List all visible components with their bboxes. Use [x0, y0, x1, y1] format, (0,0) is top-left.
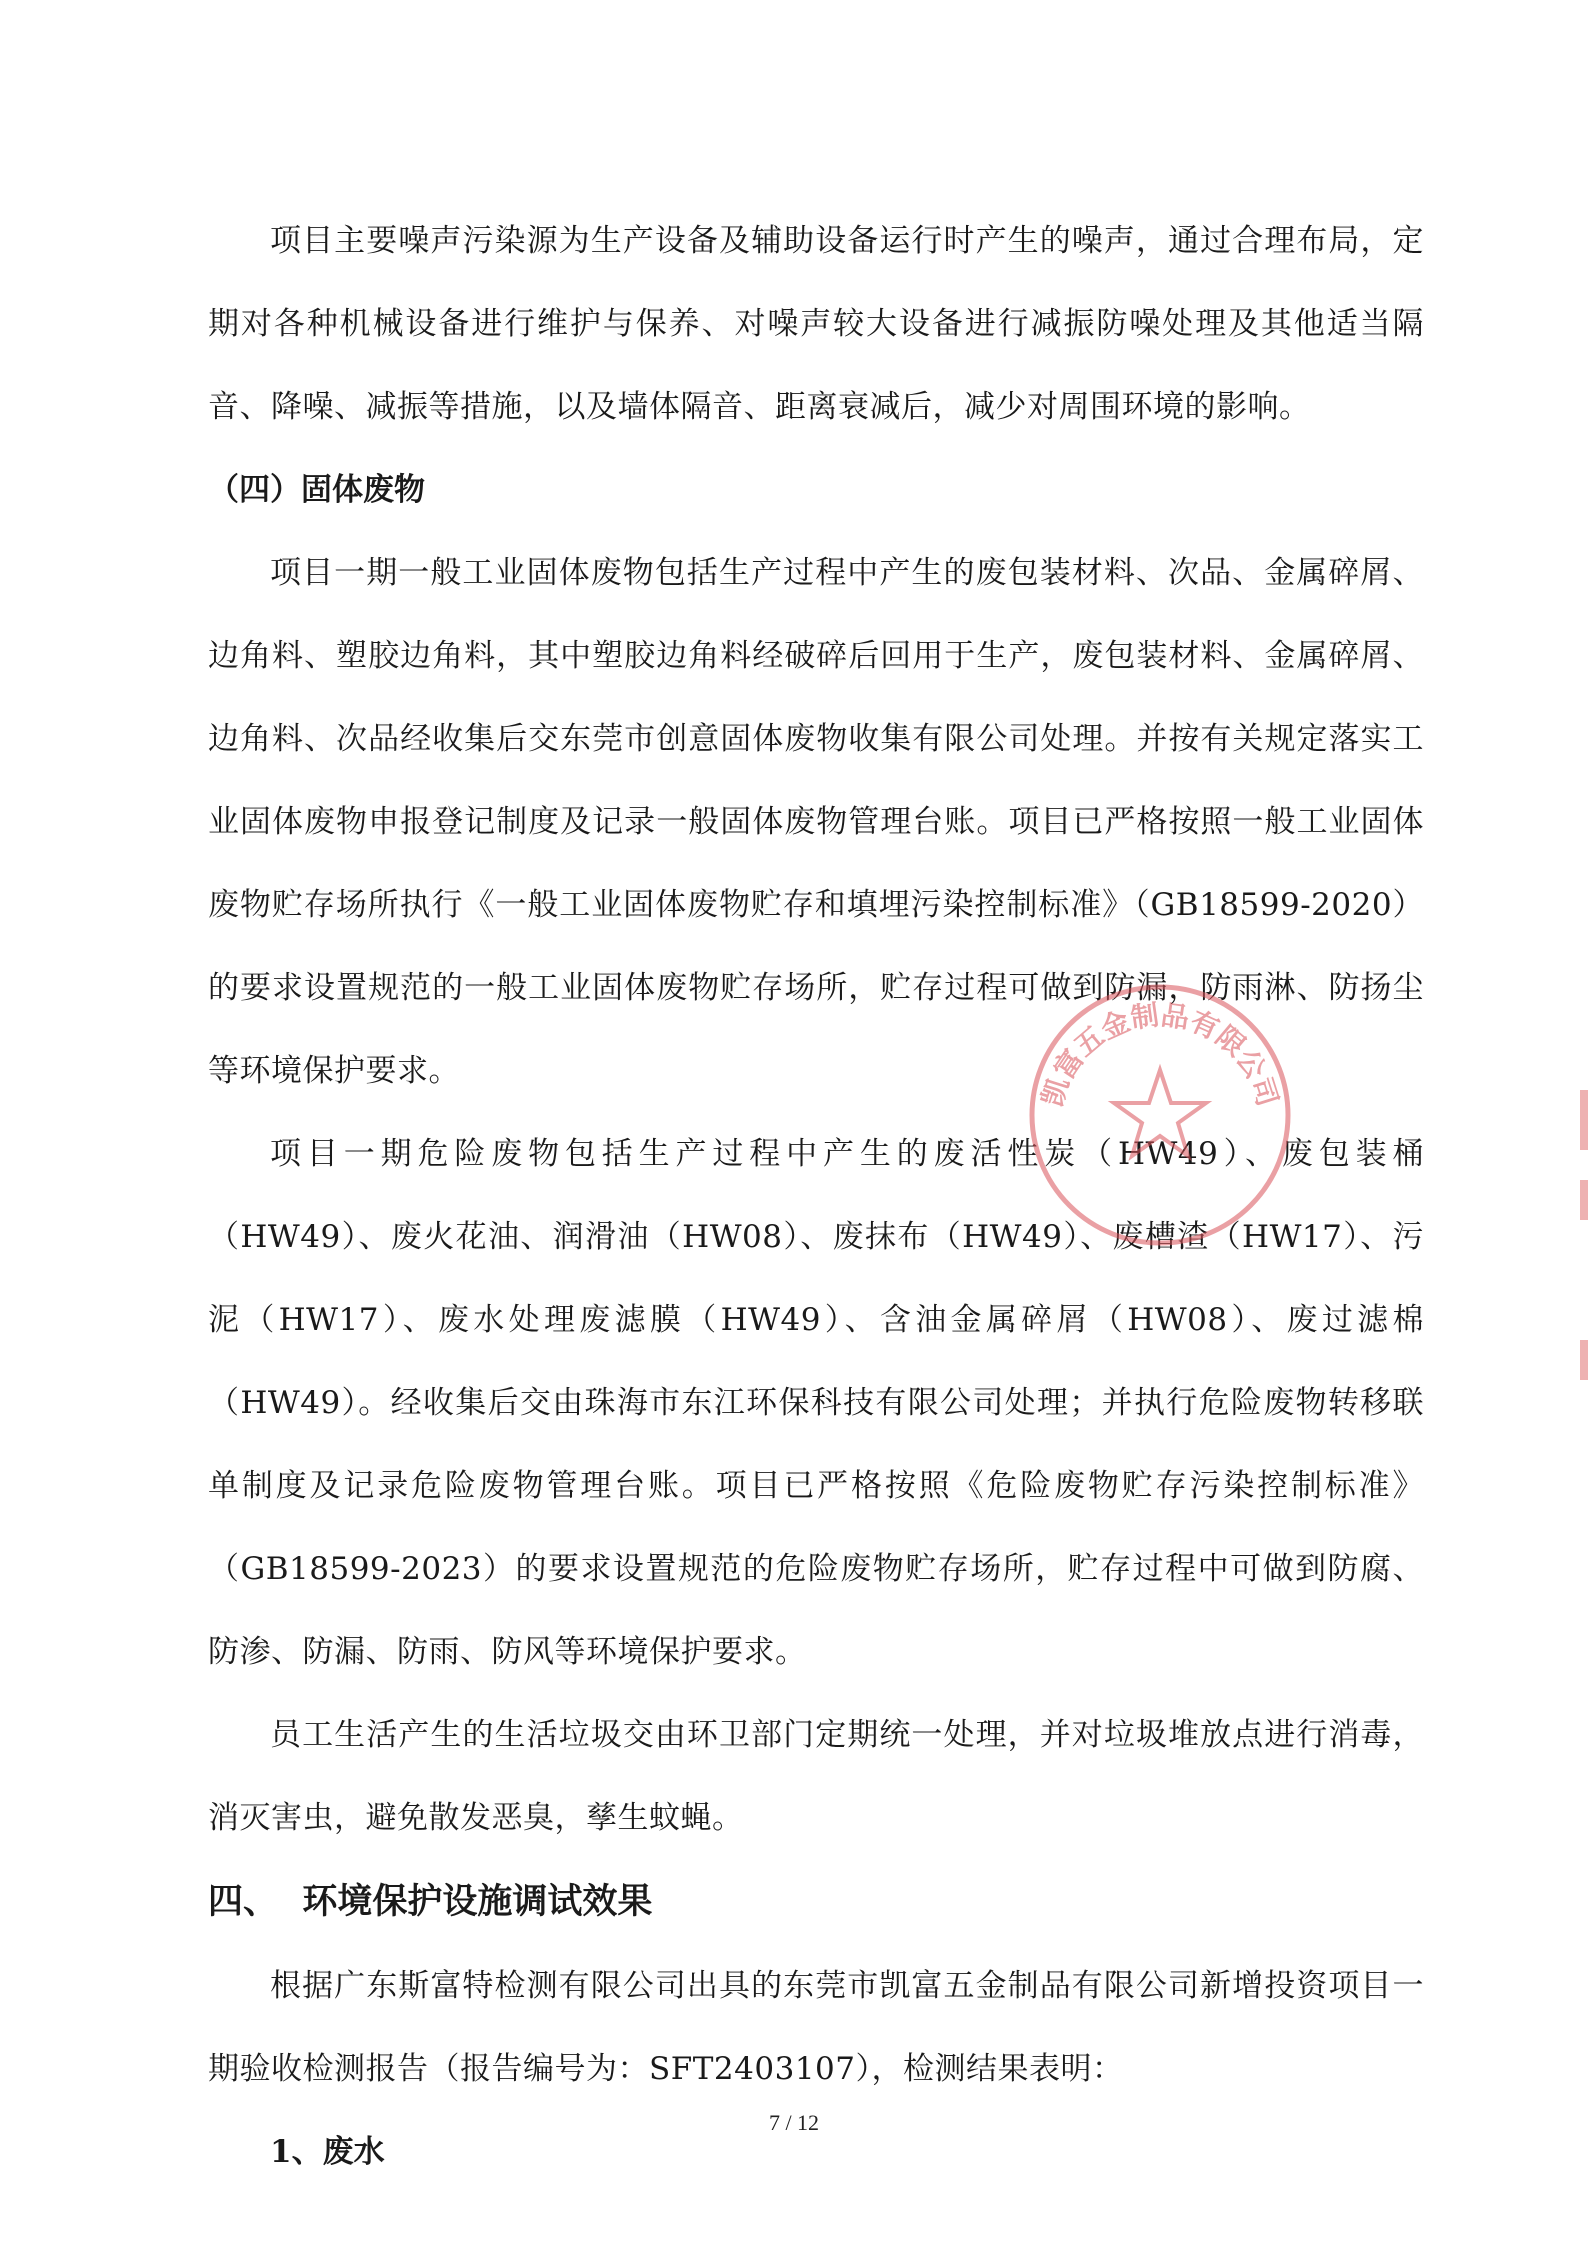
edge-seal-mark-1	[1580, 1090, 1588, 1150]
paragraph-general-solid-waste: 项目一期一般工业固体废物包括生产过程中产生的废包装材料、次品、金属碎屑、边角料、塑胶边角料，其中塑胶边角料经破碎后回用于生产，废包装材料、金属碎屑、边角料、次品经收集后交东莞市创意固体废物收集有限公司处理。并按有关规定落实工业固体废物申报登记制度及记录一般固体废物管理台账。项目已严格按照一般工业固体废物贮存场所执行《一般工业固体废物贮存和填埋污染控制标准》（GB18599-2020）的要求设置规范的一般工业固体废物贮存场所，贮存过程可做到防漏，防雨淋、防扬尘等环境保护要求。	[208, 555, 1424, 1089]
heading-wastewater: 1、废水	[270, 2134, 385, 2170]
heading-solid-waste: （四）固体废物	[208, 472, 425, 508]
seal-text: 凯富五金制品有限公司	[1035, 998, 1285, 1111]
paragraph-hazardous-waste: 项目一期危险废物包括生产过程中产生的废活性炭（HW49）、废包装桶（HW49）、废火花油、润滑油（HW08）、废抹布（HW49）、废槽渣（HW17）、污泥（HW17）、废水处理废滤膜（HW49）、含油金属碎屑（HW08）、废过滤棉（HW49）。经收集后交由珠海市东江环保科技有限公司处理；并执行危险废物转移联单制度及记录危险废物管理台账。项目已严格按照《危险废物贮存污染控制标准》（GB18599-2023）的要求设置规范的危险废物贮存场所，贮存过程中可做到防腐、防渗、防漏、防雨、防风等环境保护要求。	[208, 1136, 1424, 1670]
page-number: 7 / 12	[768, 2110, 820, 2135]
edge-seal-mark-2	[1580, 1180, 1588, 1220]
section-heading-debug-results: 四、 环境保护设施调试效果	[208, 1882, 653, 1922]
seal-star-icon	[1114, 1070, 1206, 1156]
paragraph-report-intro: 根据广东斯富特检测有限公司出具的东莞市凯富五金制品有限公司新增投资项目一期验收检测报告（报告编号为：SFT2403107），检测结果表明：	[208, 1968, 1424, 2087]
edge-seal-mark-3	[1580, 1340, 1588, 1380]
paragraph-noise: 项目主要噪声污染源为生产设备及辅助设备运行时产生的噪声，通过合理布局，定期对各种机械设备进行维护与保养、对噪声较大设备进行减振防噪处理及其他适当隔音、降噪、减振等措施，以及墙体隔音、距离衰减后，减少对周围环境的影响。	[208, 223, 1424, 425]
paragraph-domestic-waste: 员工生活产生的生活垃圾交由环卫部门定期统一处理，并对垃圾堆放点进行消毒，消灭害虫，避免散发恶臭，孳生蚊蝇。	[208, 1717, 1424, 1836]
company-seal	[1020, 975, 1300, 1255]
